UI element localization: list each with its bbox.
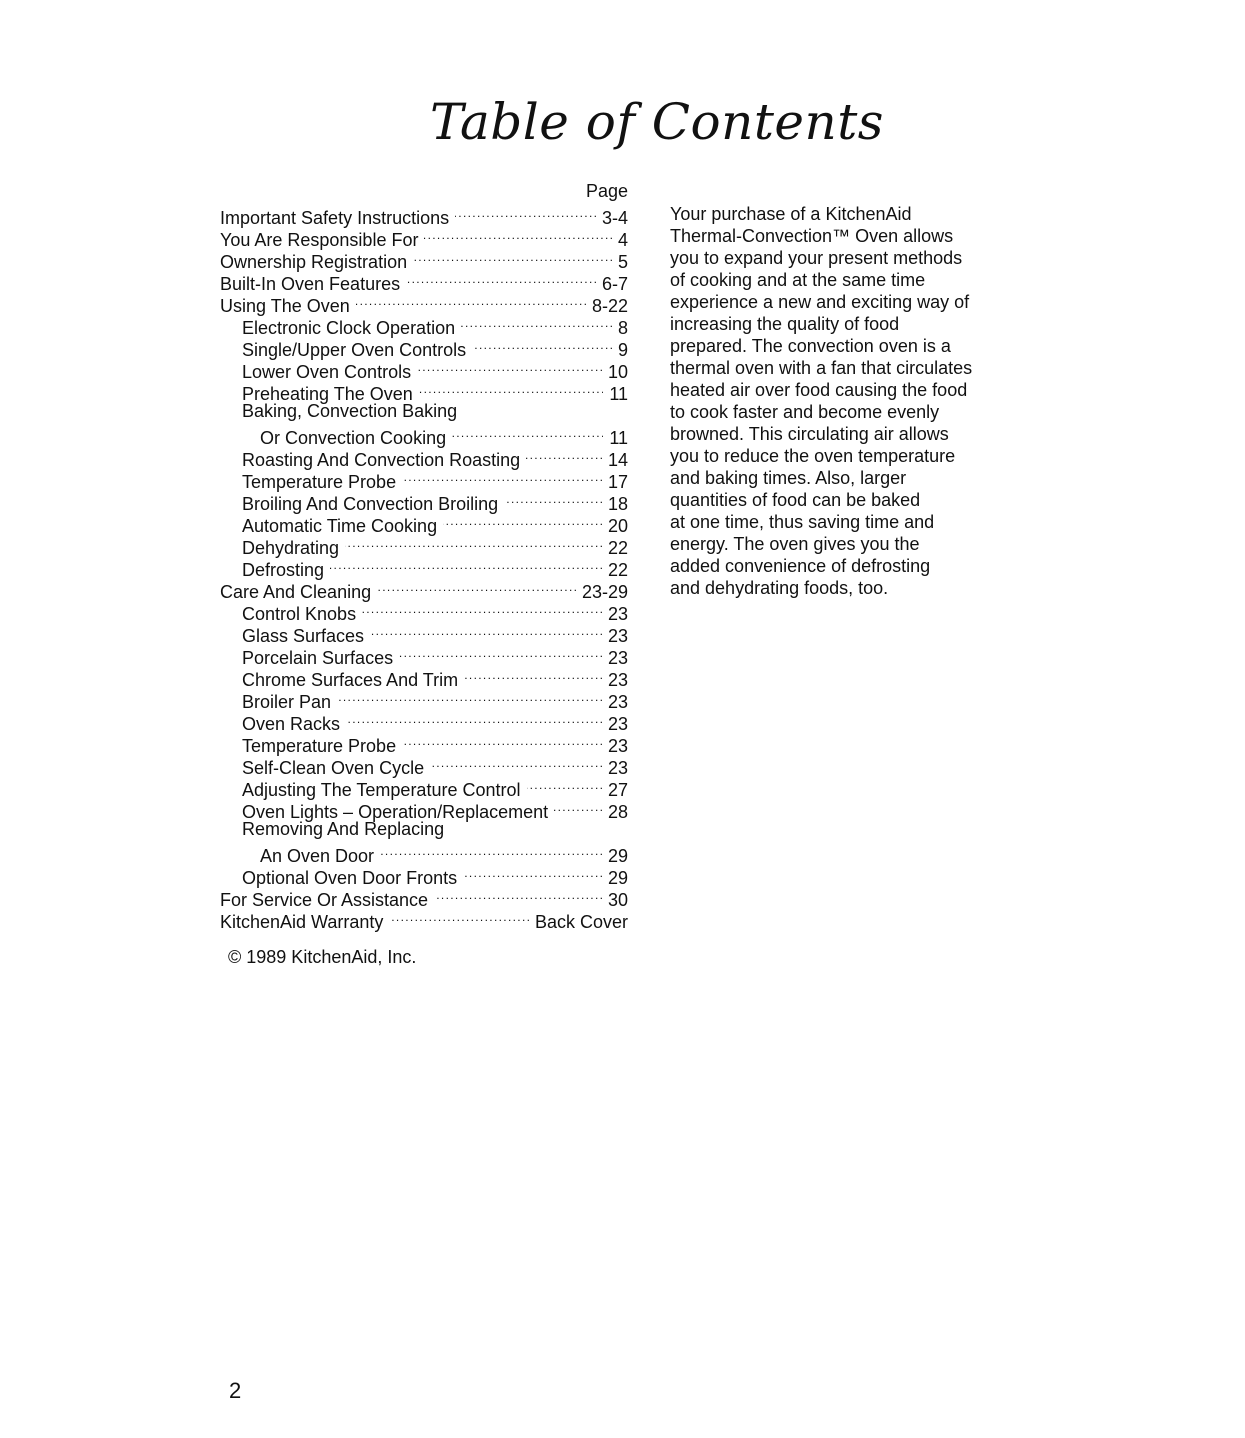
toc-dot-leader [389, 906, 529, 928]
toc-entry-label: For Service Or Assistance [220, 890, 429, 910]
toc-dot-leader [417, 356, 602, 378]
toc-entry-page: 29 [607, 846, 628, 866]
toc-entry-page: 6-7 [601, 274, 628, 294]
toc-entry-label: Preheating The Oven [242, 384, 413, 404]
toc-dot-leader [380, 840, 602, 862]
toc-entry-label: Important Safety Instructions [220, 208, 450, 228]
toc-dot-leader [356, 290, 586, 312]
toc-dot-leader [419, 378, 604, 400]
toc-dot-leader [345, 532, 602, 554]
toc-entry-label: Glass Surfaces [242, 626, 365, 646]
toc-entry-label: KitchenAid Warranty [220, 912, 384, 932]
toc-dot-leader [399, 642, 602, 664]
toc-entry-page: 11 [609, 428, 628, 448]
toc-entry-label: Porcelain Surfaces [242, 648, 394, 668]
toc-entry-label: Control Knobs [242, 604, 357, 624]
toc-dot-leader [463, 862, 602, 884]
toc-dot-leader [424, 224, 612, 246]
page-title: Table of Contents [430, 93, 884, 151]
toc-dot-leader [464, 664, 602, 686]
toc-entry-label: You Are Responsible For [220, 230, 419, 250]
toc-entry-label: Removing And Replacing [242, 819, 445, 839]
toc-dot-leader [443, 510, 602, 532]
toc-dot-leader [402, 466, 602, 488]
toc-dot-leader [430, 752, 602, 774]
toc-entry-label: Chrome Surfaces And Trim [242, 670, 459, 690]
toc-entry-page: 23 [607, 758, 628, 778]
toc-entry-page: 29 [607, 868, 628, 888]
toc-entry-page: 23 [607, 736, 628, 756]
toc-entry-page: Back Cover [534, 912, 628, 932]
toc-entry-label: Using The Oven [220, 296, 350, 316]
toc-entry-page: 23 [607, 670, 628, 690]
toc-dot-leader [346, 708, 602, 730]
toc-entry-label: Electronic Clock Operation [242, 318, 456, 338]
copyright-notice: © 1989 KitchenAid, Inc. [228, 947, 417, 967]
toc-entry-label: Lower Oven Controls [242, 362, 412, 382]
intro-paragraph: Your purchase of a KitchenAid Thermal-Convection™ Oven allows you to expand your present methods of cooking and at the same time experience a new and exciting way of increasing the quality of food prepared. The convection oven is a thermal oven with a fan that circulates heated air over food causing the food to cook faster and become evenly browned. This circulating air allows you to reduce the oven temperature and baking times. Also, larger quantities of food can be baked at one time, thus saving time and energy. The oven gives you the added convenience of defrosting and dehydrating foods, too. [670, 204, 973, 598]
toc-dot-leader [472, 334, 612, 356]
toc-entry-label: Optional Oven Door Fronts [242, 868, 458, 888]
toc-entry-label: Temperature Probe [242, 472, 397, 492]
toc-dot-leader [362, 598, 602, 620]
toc-entry-page: 10 [607, 362, 628, 382]
toc-entry-label: Automatic Time Cooking [242, 516, 438, 536]
toc-dot-leader [330, 554, 602, 576]
toc-entry-page: 8 [617, 318, 628, 338]
toc-entry [220, 818, 628, 840]
toc-entry-label: Adjusting The Temperature Control [242, 780, 521, 800]
toc-entry-page: 23 [607, 626, 628, 646]
toc-entry-page: 20 [607, 516, 628, 536]
toc-entry-label: An Oven Door [260, 846, 375, 866]
toc-entry-label: Roasting And Convection Roasting [242, 450, 521, 470]
toc-entry-label: Broiler Pan [242, 692, 332, 712]
toc-entry-page: 8-22 [591, 296, 628, 316]
toc-dot-leader [413, 246, 612, 268]
toc-entry-page: 5 [617, 252, 628, 272]
toc-entry-label: Defrosting [242, 560, 325, 580]
toc-entry-page: 23 [607, 648, 628, 668]
toc-entry-label: Self-Clean Oven Cycle [242, 758, 425, 778]
toc-dot-leader [461, 312, 612, 334]
toc-list [220, 202, 628, 932]
toc-entry-label: Or Convection Cooking [260, 428, 447, 448]
toc-dot-leader [504, 488, 602, 510]
toc-entry-page: 27 [607, 780, 628, 800]
toc-dot-leader [337, 686, 602, 708]
toc-entry-page: 22 [607, 560, 628, 580]
toc-entry [220, 400, 628, 422]
toc-page-column-header: Page [585, 181, 628, 201]
toc-entry-page: 11 [609, 384, 628, 404]
toc-entry-page: 23 [607, 692, 628, 712]
toc-entry-label: Ownership Registration [220, 252, 408, 272]
toc-entry-page: 23-29 [581, 582, 628, 602]
toc-entry-page: 9 [617, 340, 628, 360]
toc-dot-leader [527, 774, 602, 796]
toc-entry-page: 22 [607, 538, 628, 558]
toc-dot-leader [377, 576, 576, 598]
toc-entry-label: Oven Lights – Operation/Replacement [242, 802, 549, 822]
toc-entry-page: 17 [607, 472, 628, 492]
toc-entry-label: Temperature Probe [242, 736, 397, 756]
toc-entry-page: 23 [607, 604, 628, 624]
toc-entry-label: Care And Cleaning [220, 582, 372, 602]
toc-entry-page: 30 [607, 890, 628, 910]
toc-entry [220, 840, 628, 866]
toc-entry [220, 202, 628, 228]
toc-entry-label: Broiling And Convection Broiling [242, 494, 499, 514]
toc-entry-page: 4 [617, 230, 628, 250]
toc-dot-leader [434, 884, 602, 906]
toc-entry-page: 18 [607, 494, 628, 514]
toc-dot-leader [554, 796, 602, 818]
toc-entry-page: 28 [607, 802, 628, 822]
toc-entry-label: Dehydrating [242, 538, 340, 558]
table-of-contents [220, 180, 628, 932]
toc-dot-leader [526, 444, 602, 466]
toc-entry [220, 422, 628, 448]
toc-entry-page: 23 [607, 714, 628, 734]
toc-entry-page: 14 [607, 450, 628, 470]
toc-dot-leader [406, 268, 596, 290]
toc-dot-leader [455, 202, 596, 224]
page-number: 2 [229, 1378, 242, 1403]
toc-entry-label: Baking, Convection Baking [242, 401, 458, 421]
toc-entry-label: Single/Upper Oven Controls [242, 340, 467, 360]
toc-entry-label: Built-In Oven Features [220, 274, 401, 294]
toc-dot-leader [452, 422, 603, 444]
toc-entry-label: Oven Racks [242, 714, 341, 734]
toc-dot-leader [370, 620, 602, 642]
toc-entry-page: 3-4 [601, 208, 628, 228]
toc-dot-leader [402, 730, 602, 752]
